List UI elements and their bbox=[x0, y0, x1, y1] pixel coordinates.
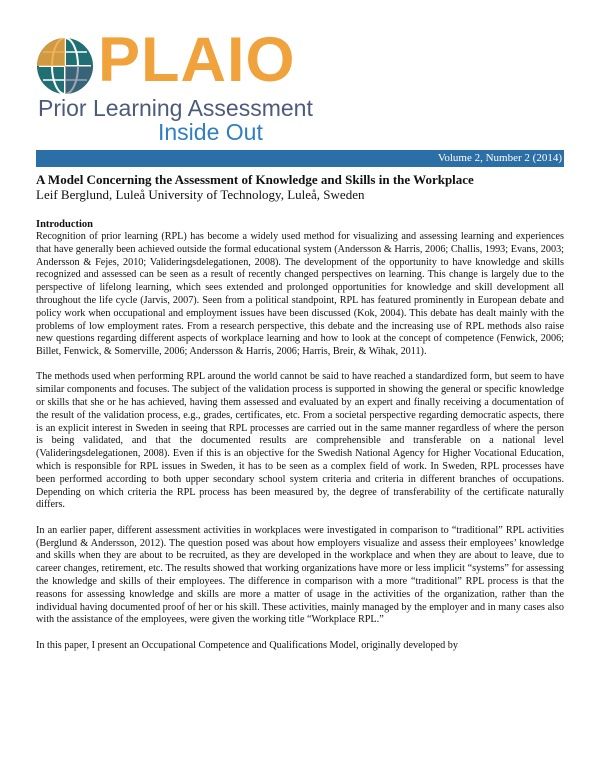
body-paragraph: In an earlier paper, different assessment activities in workplaces were investigated in comparison to “traditional” RPL activities (Berglund & Andersson, 2012). The question posed was about how employers visualize and assess their employees’ knowledge and skills when they are about to be recruited, as they are developed in the workplace and when they are about to leave, due to career changes, retirement, etc. The results showed that working organizations have more or less implicit “systems” for assessing the knowledge and skills of their employees. The difference in comparison with a more “traditional” RPL process is that the reasons for assessing knowledge and skills are more a matter of usage in the activities of the organization, rather than the individual having documented proof of her or his skill. These activities, mainly managed by the employer and in many cases also with the assistance of the employees, were given the working title “Workplace RPL.” bbox=[36, 524, 564, 626]
article-title: A Model Concerning the Assessment of Knowledge and Skills in the Workplace bbox=[36, 172, 474, 187]
brand-wordmark: PLAIO bbox=[98, 25, 296, 95]
body-paragraph: The methods used when performing RPL around the world cannot be said to have reached a standardized form, but seem to have similar components and focuses. The subject of the validation process is supported in showing the general or specific knowledge or skills that she or he has achieved, having them assessed and evaluated by an expert and finally receiving a documentation of the result of the validation process, e.g., grades, certificates, etc. From a societal perspective regarding democratic aspects, there is an explicit interest in Sweden in seeing that RPL processes are carried out in the same manner regardless of where the person is being validated, and that the documented results are comprehensible and transferable on a national level (Valideringsdelegationen, 2008). Even if this is an objective for the Swedish National Agency for Higher Vocational Education, which is responsible for RPL issues in Sweden, it has to be seen as a complex field of work. In Sweden, RPL processes have been performed according to both upper secondary school system criteria and criteria in different branches of occupations. Depending on which criteria the RPL process has been measured by, the degree of transferability of the certificate naturally differs. bbox=[36, 371, 564, 511]
brand-tagline-line2: Inside Out bbox=[158, 119, 263, 145]
plaio-logo bbox=[36, 25, 313, 145]
globe-icon bbox=[36, 37, 94, 95]
brand-tagline-line1: Prior Learning Assessment bbox=[38, 95, 313, 121]
article-author: Leif Berglund, Luleå University of Technology, Luleå, Sweden bbox=[36, 187, 365, 202]
article-body bbox=[36, 218, 564, 665]
volume-issue-bar: Volume 2, Number 2 (2014) bbox=[36, 150, 564, 167]
body-paragraph: In this paper, I present an Occupational Competence and Qualifications Model, originally developed by bbox=[36, 639, 458, 651]
section-heading: Introduction bbox=[36, 219, 93, 230]
body-paragraph: Recognition of prior learning (RPL) has become a widely used method for visualizing and assessing learning and experiences that have generally been achieved outside the formal educational system (Andersson & Harris, 2006; Challis, 1993; Evans, 2003; Andersson & Fejes, 2010; Valideringsdelegationen, 2008). The development of the opportunity to have knowledge and skills recognized and assessed can be seen as a result of recently changed perspectives on learning. This change is largely due to the perspective of lifelong learning, which sees extended and prolonged opportunities for knowledge and skill development all throughout the life cycle (Jarvis, 2007). Seen from a political standpoint, RPL has featured prominently in European debate and policy work when occupational and employment issues have been discussed (Kok, 2004). This debate has dealt mainly with the problems of low employment rates. From a research perspective, this debate and the increasing use of RPL methods also raise new questions regarding different aspects of workplace learning and how to look at the concept of competence (Fenwick, 2006; Billet, Fenwick, & Somerville, 2006; Andersson & Harris, 2006; Harris, Breir, & Wihak, 2011). bbox=[36, 231, 564, 358]
